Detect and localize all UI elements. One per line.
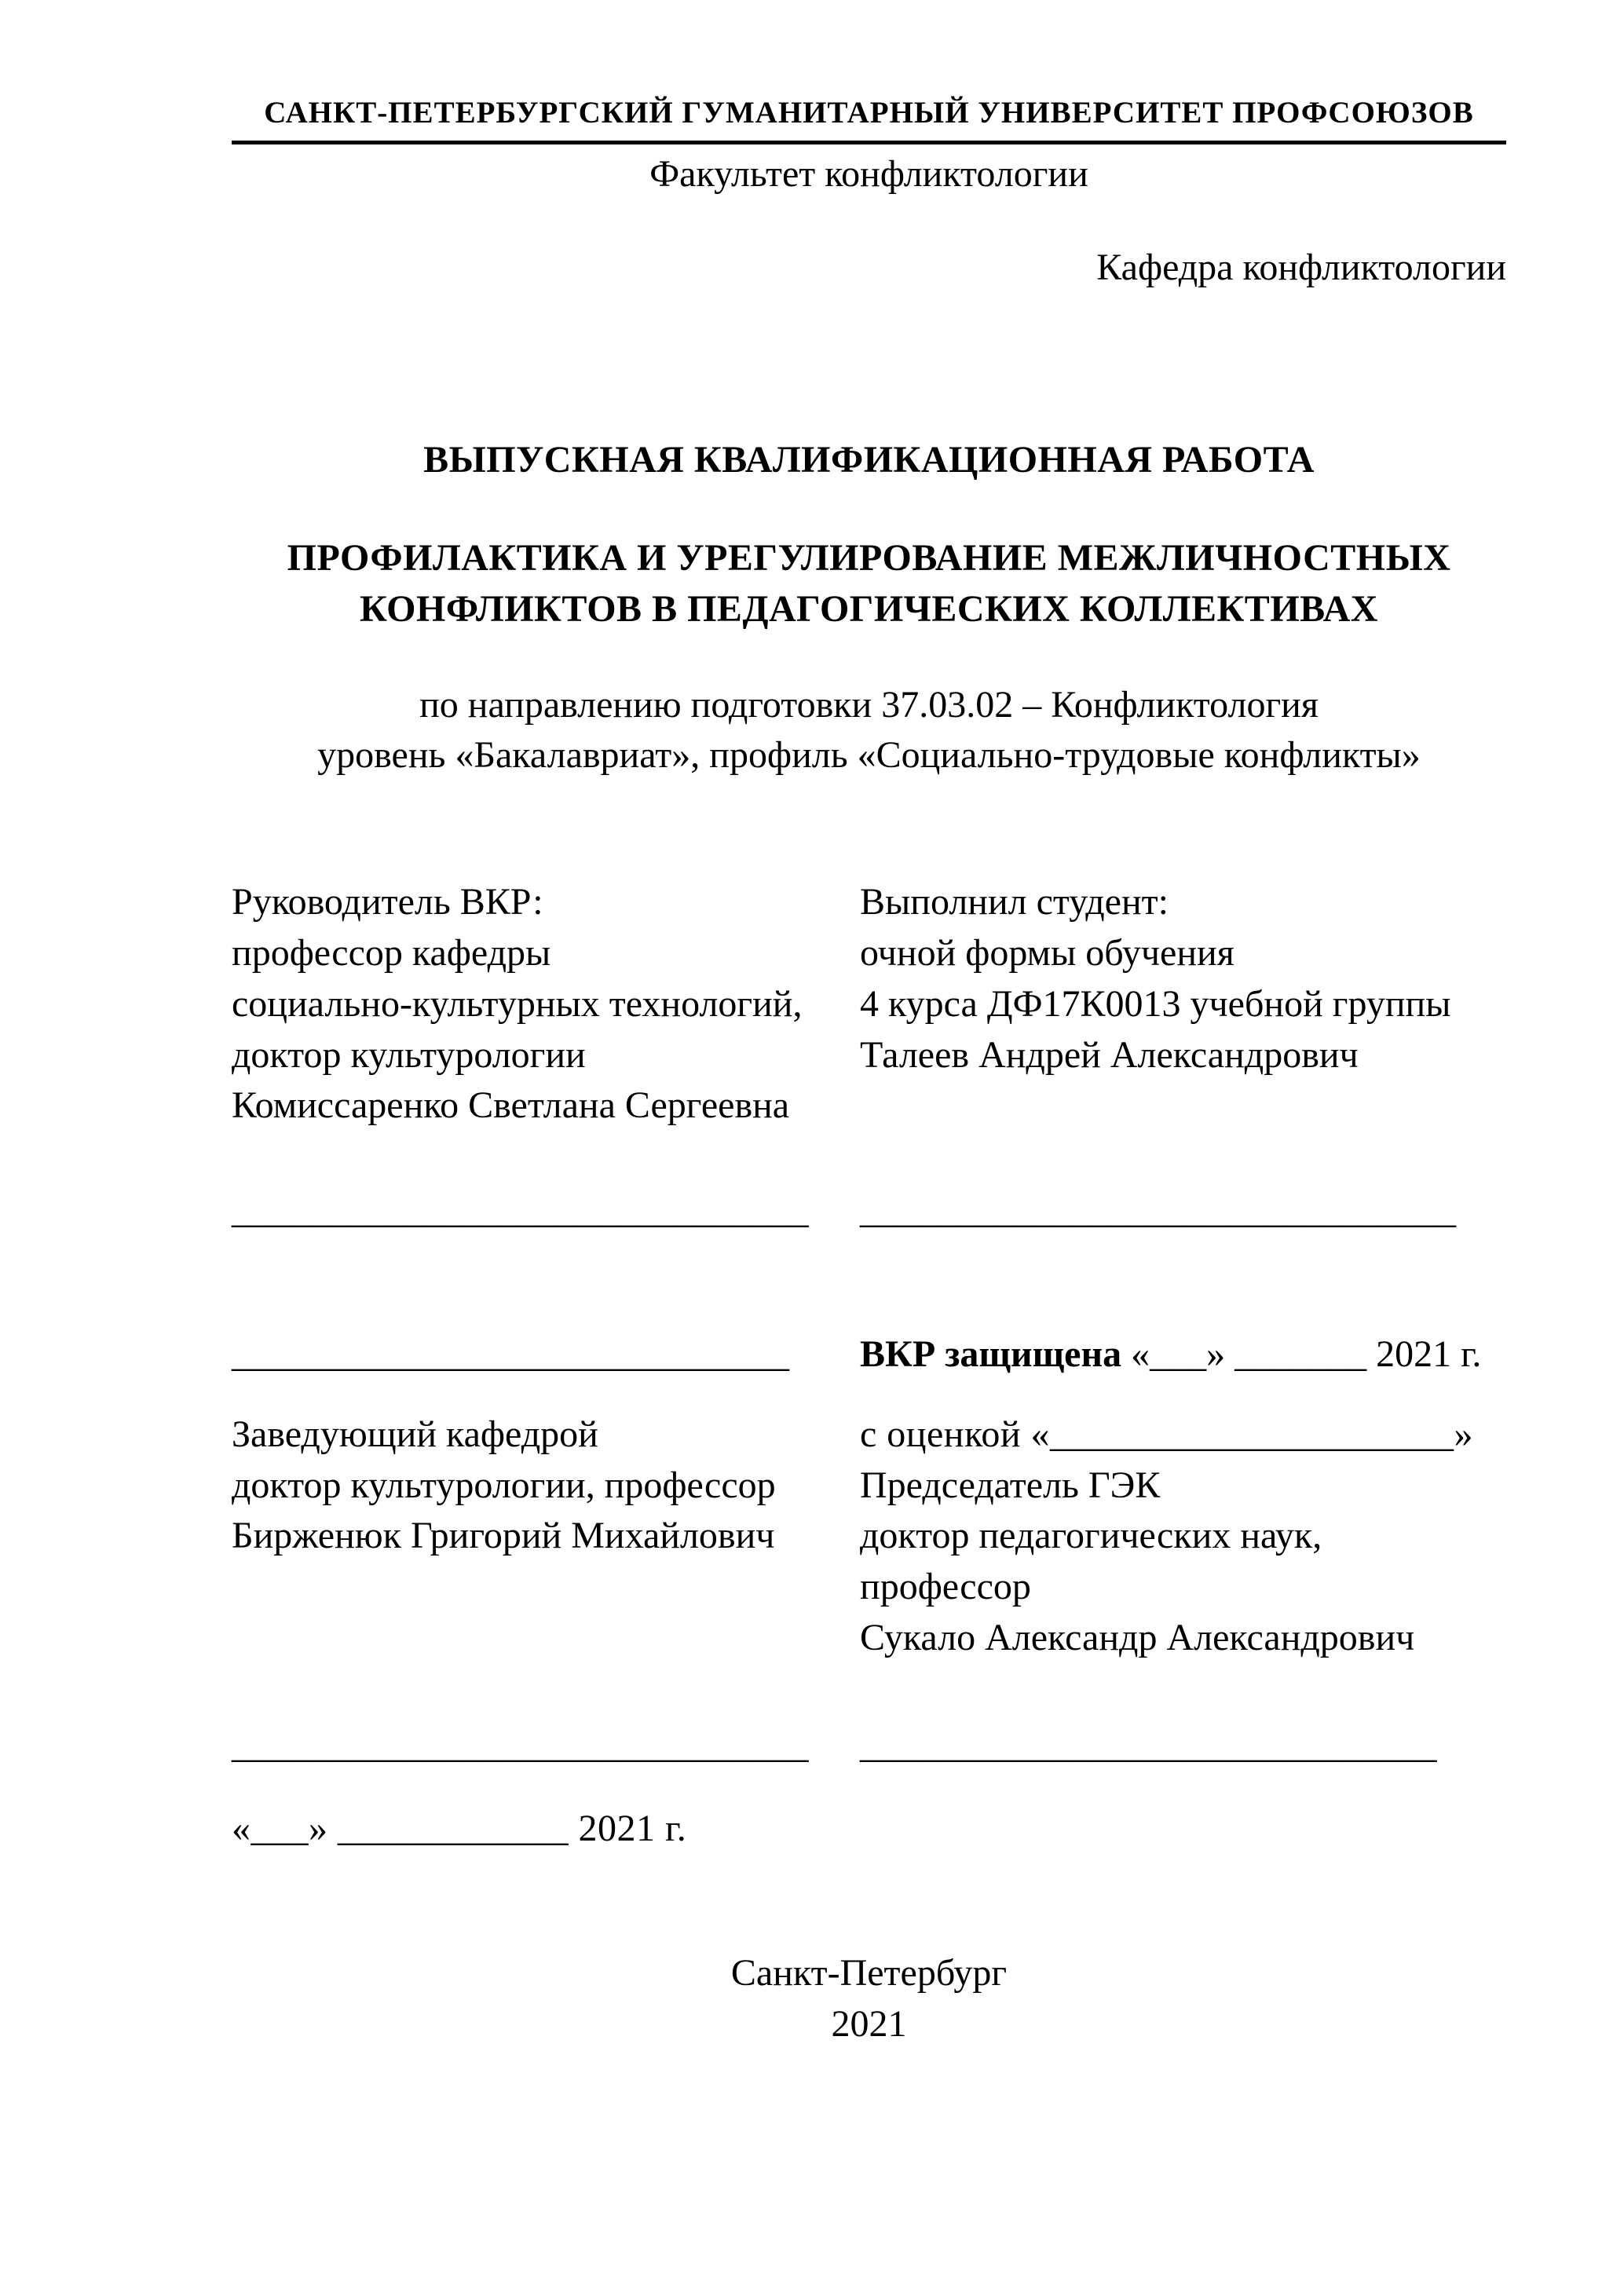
year-label: 2021: [831, 2003, 907, 2046]
head-role-label: Заведующий кафедрой: [232, 1413, 598, 1455]
defense-date-blank: «___» _______ 2021 г.: [1121, 1333, 1482, 1375]
head-name: Бирженюк Григорий Михайлович: [232, 1515, 775, 1557]
chairman-role-label: Председатель ГЭК: [860, 1464, 1161, 1506]
faculty-name: Факультет конфликтологии: [649, 152, 1088, 195]
head-of-department-block: [232, 1409, 860, 1664]
date-row: [232, 1804, 1506, 1855]
officials-row: [232, 1409, 1506, 1664]
university-name: САНКТ-ПЕТЕРБУРГСКИЙ ГУМАНИТАРНЫЙ УНИВЕРСИТЕТ ПРОФСОЮЗОВ: [264, 96, 1474, 130]
chairman-name: Сукало Александр Александрович: [860, 1616, 1415, 1658]
document-footer: [232, 1948, 1506, 2050]
supervisor-name: Комиссаренко Светлана Сергеевна: [232, 1084, 790, 1127]
document-header: [232, 93, 1506, 294]
student-block: [860, 877, 1506, 1132]
student-role-label: Выполнил студент:: [860, 881, 1169, 923]
student-name: Талеев Андрей Александрович: [860, 1033, 1359, 1076]
supervisor-position-line: профессор кафедры: [232, 932, 551, 974]
thesis-title: [232, 533, 1506, 635]
date-row-spacer: [860, 1804, 1506, 1855]
student-signature-line: _______________________________: [860, 1190, 1457, 1232]
supervisor-role-label: Руководитель ВКР:: [232, 881, 543, 923]
chairman-degree-line: доктор педагогических наук,: [860, 1515, 1322, 1557]
supervisor-block: [232, 877, 860, 1132]
people-info-row: [232, 877, 1506, 1132]
head-signature-line: ______________________________: [232, 1724, 809, 1766]
supervisor-signature-line: ______________________________: [232, 1190, 809, 1232]
department-signature-line: _____________________________: [232, 1333, 790, 1375]
head-degree-line: доктор культурологии, профессор: [232, 1464, 776, 1506]
thesis-title-line-1: ПРОФИЛАКТИКА И УРЕГУЛИРОВАНИЕ МЕЖЛИЧНОСТНЫХ: [287, 537, 1451, 579]
student-study-form-line: очной формы обучения: [860, 932, 1234, 974]
signature-row-1: [232, 1186, 1506, 1237]
signature-row-2: [232, 1329, 1506, 1380]
department-name: Кафедра конфликтологии: [1096, 247, 1506, 289]
program-level: уровень «Бакалавриат», профиль «Социально-трудовые конфликты»: [317, 734, 1421, 777]
program-direction: по направлению подготовки 37.03.02 – Конфликтология: [419, 683, 1319, 726]
grade-line: с оценкой «_____________________»: [860, 1413, 1474, 1455]
signature-row-3: [232, 1720, 1506, 1771]
chairman-title-line: профессор: [860, 1566, 1031, 1608]
student-group-line: 4 курса ДФ17К0013 учебной группы: [860, 982, 1451, 1025]
city-name: Санкт-Петербург: [730, 1952, 1008, 1994]
work-type-title: ВЫПУСКНАЯ КВАЛИФИКАЦИОННАЯ РАБОТА: [423, 439, 1315, 481]
supervisor-degree-line: доктор культурологии: [232, 1033, 586, 1076]
defense-date-line: [860, 1329, 1506, 1380]
supervisor-position-line: социально-культурных технологий,: [232, 982, 803, 1025]
defense-date-label: ВКР защищена: [860, 1333, 1122, 1375]
header-rule: [232, 141, 1506, 144]
date-blank-line: «___» ____________ 2021 г.: [232, 1807, 687, 1849]
chairman-signature-line: ______________________________: [860, 1724, 1437, 1766]
committee-block: [860, 1409, 1506, 1664]
thesis-title-line-2: КОНФЛИКТОВ В ПЕДАГОГИЧЕСКИХ КОЛЛЕКТИВАХ: [360, 587, 1378, 630]
program-info: [232, 680, 1506, 782]
